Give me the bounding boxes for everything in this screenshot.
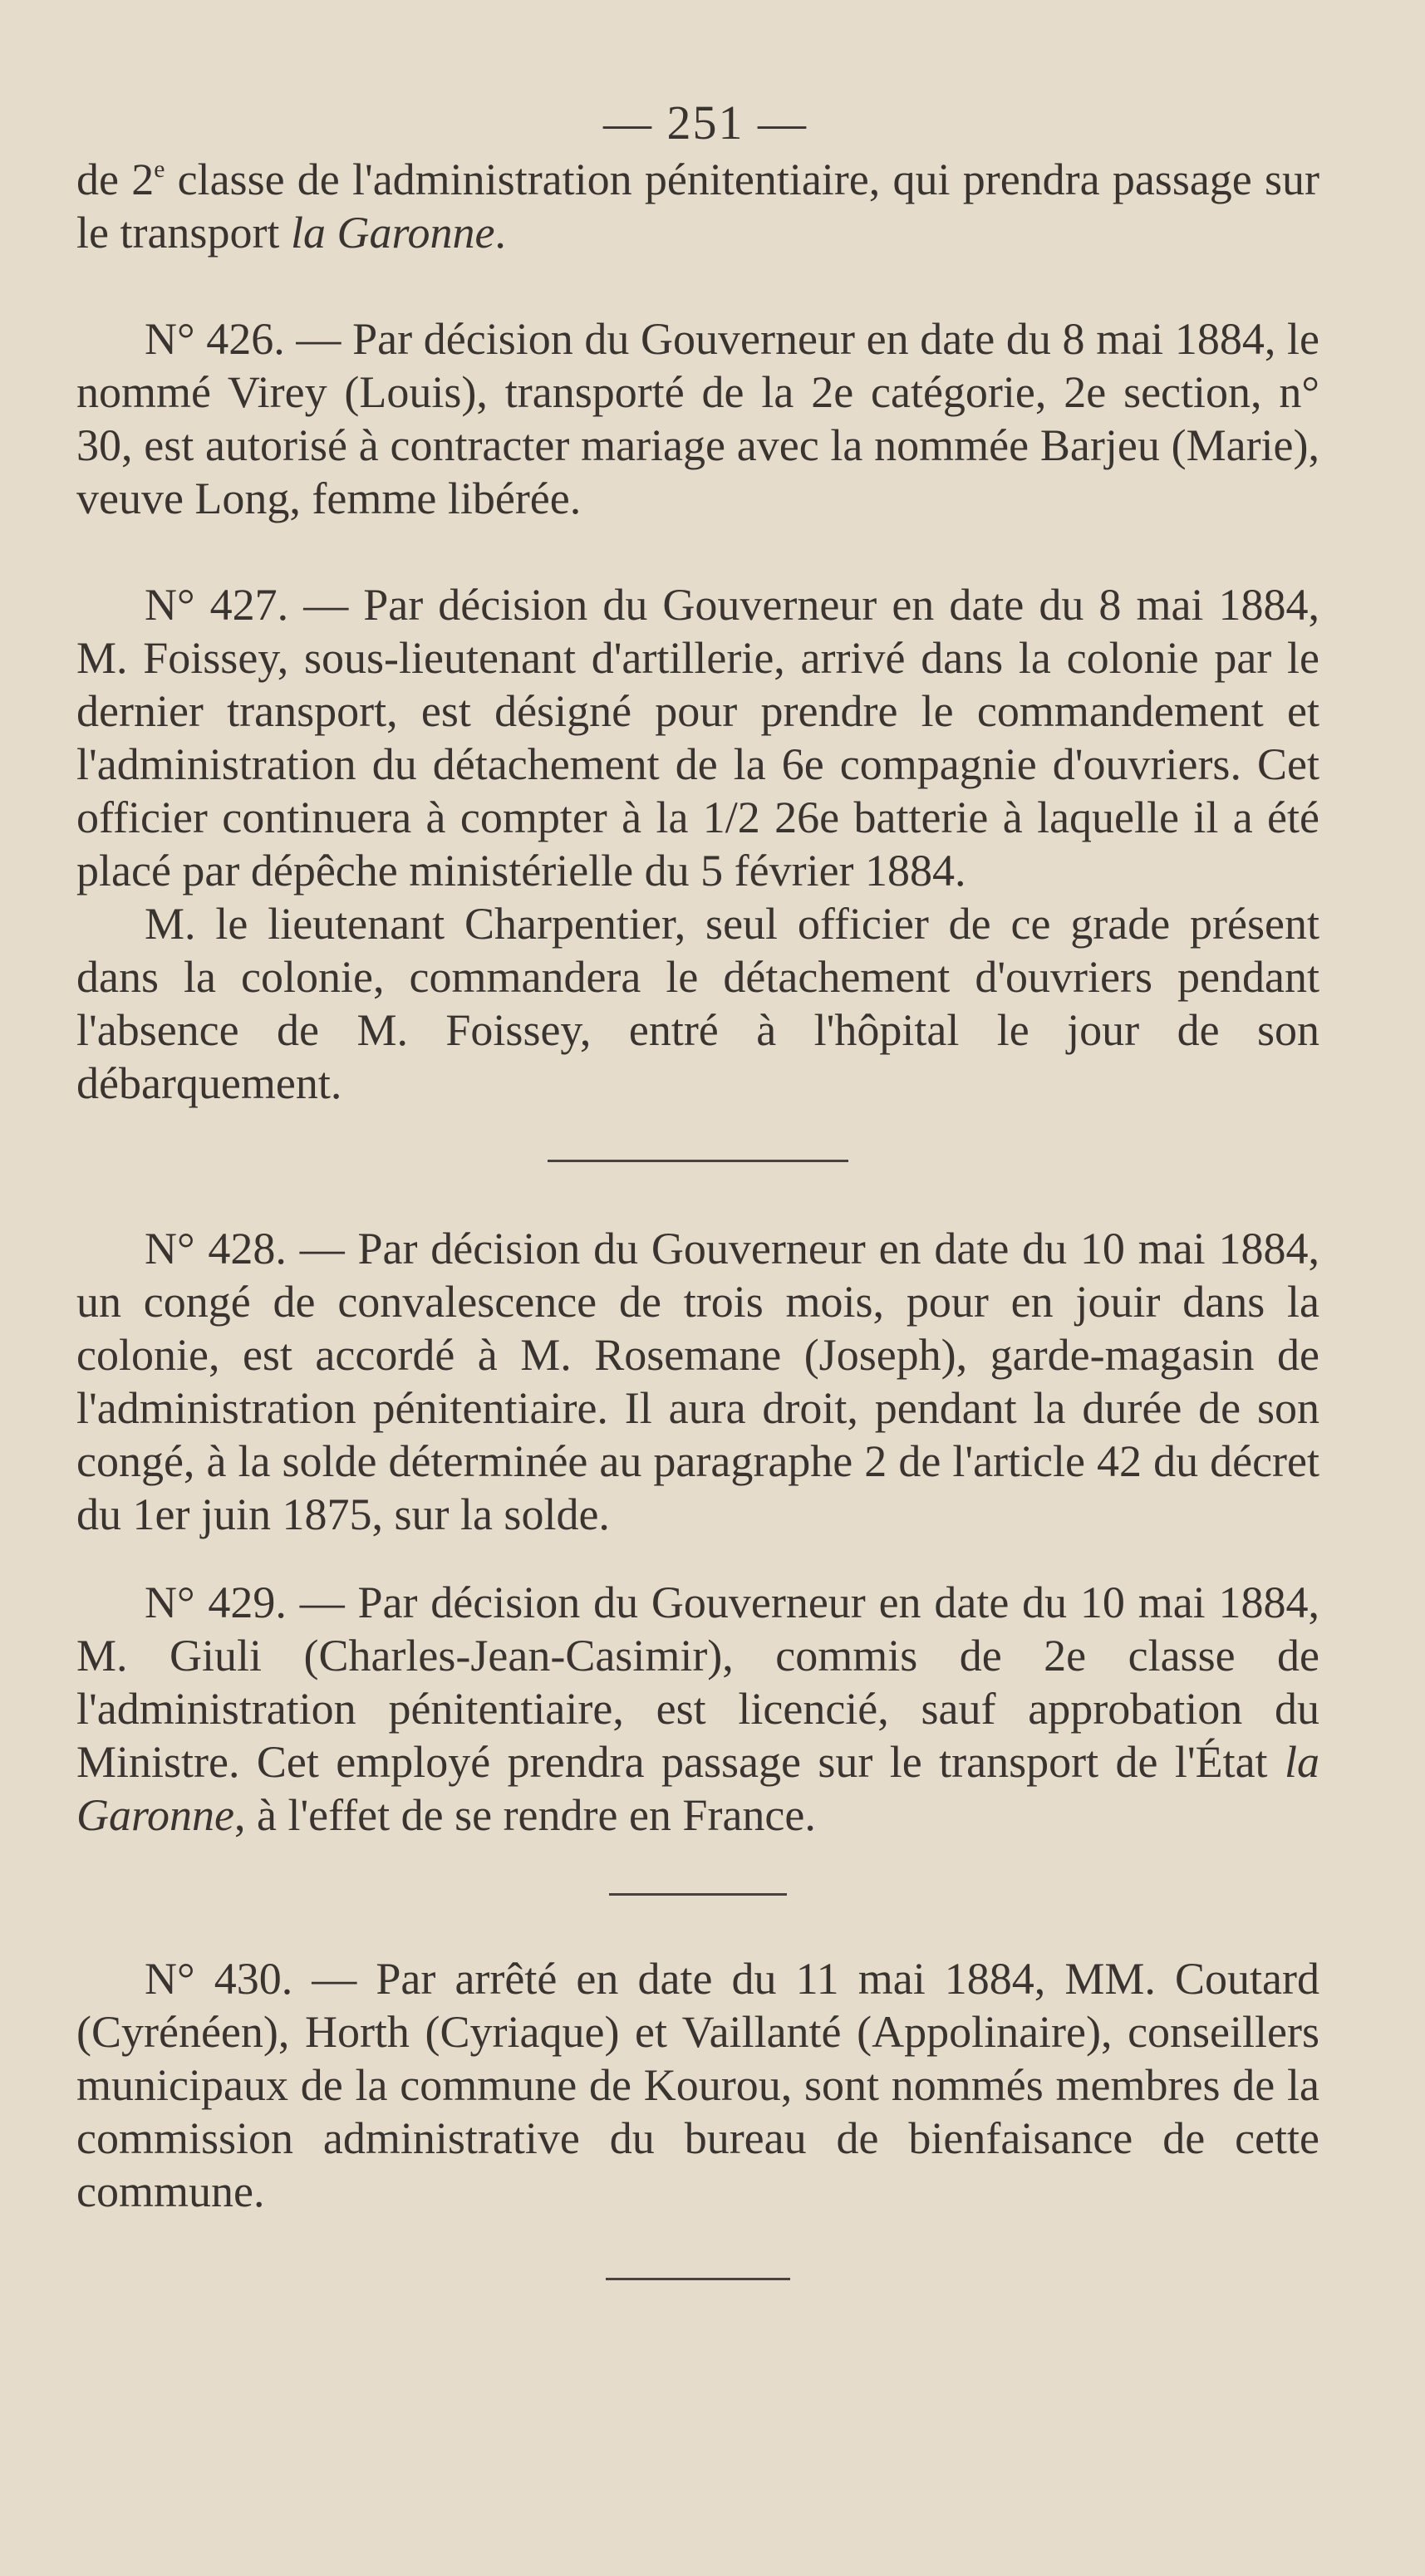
opening-paragraph <box>76 153 1319 259</box>
opening-text-before: de 2 <box>76 155 155 204</box>
entry-427: N° 427. — Par décision du Gouverneur en date du 8 mai 1884, M. Foissey, sous-lieutenant d'artillerie, arrivé dans la colonie par le dernier transport, est désigné pour prendre le commandement et l'administration du détachement de la 6e compagnie d'ouvriers. Cet officier continuera à compter à la 1/2 26e batterie à laquelle il a été placé par dépêche ministérielle du 5 février 1884. <box>76 580 1319 895</box>
entry-429 <box>76 1576 1319 1842</box>
entry-427-continuation: M. le lieutenant Charpentier, seul officier de ce grade présent dans la colonie, commandera le détachement d'ouvriers pendant l'absence de M. Foissey, entré à l'hôpital le jour de son débarquement. <box>76 899 1319 1108</box>
document-page <box>76 93 1319 2280</box>
opening-text-after: classe de l'administration pénitentiaire, qui prendra passage sur le transport <box>76 155 1319 258</box>
section-divider <box>606 2278 790 2280</box>
ship-name: la Garonne <box>76 1737 1319 1840</box>
entry-426: N° 426. — Par décision du Gouverneur en date du 8 mai 1884, le nommé Virey (Louis), transporté de la 2e catégorie, 2e section, n° 30, est autorisé à contracter mariage avec la nommée Barjeu (Marie), veuve Long, femme libérée. <box>76 314 1319 523</box>
ship-name: la Garonne <box>290 208 495 258</box>
page-number: — 251 — <box>603 96 808 150</box>
opening-end: . <box>494 208 506 258</box>
section-divider <box>609 1893 787 1896</box>
entry-429-text-before: N° 429. — Par décision du Gouverneur en date du 10 mai 1884, M. Giuli (Charles-Jean-Casimir), commis de 2e classe de l'administration pénitentiaire, est licencié, sauf approbation du Ministre. Cet employé prendra passage sur le transport de l'État <box>76 1577 1319 1787</box>
section-divider <box>548 1160 848 1162</box>
entry-429-text-after: , à l'effet de se rendre en France. <box>233 1790 816 1840</box>
opening-superscript: e <box>154 156 165 184</box>
entry-430: N° 430. — Par arrêté en date du 11 mai 1884, MM. Coutard (Cyrénéen), Horth (Cyriaque) et Vaillanté (Appolinaire), conseillers municipaux de la commune de Kourou, sont nommés membres de la commission administrative du bureau de bienfaisance de cette commune. <box>76 1954 1319 2216</box>
document-body <box>76 153 1319 2280</box>
entry-428: N° 428. — Par décision du Gouverneur en date du 10 mai 1884, un congé de convalescence de trois mois, pour en jouir dans la colonie, est accordé à M. Rosemane (Joseph), garde-magasin de l'administration pénitentiaire. Il aura droit, pendant la durée de son congé, à la solde déterminée au paragraphe 2 de l'article 42 du décret du 1er juin 1875, sur la solde. <box>76 1224 1319 1539</box>
